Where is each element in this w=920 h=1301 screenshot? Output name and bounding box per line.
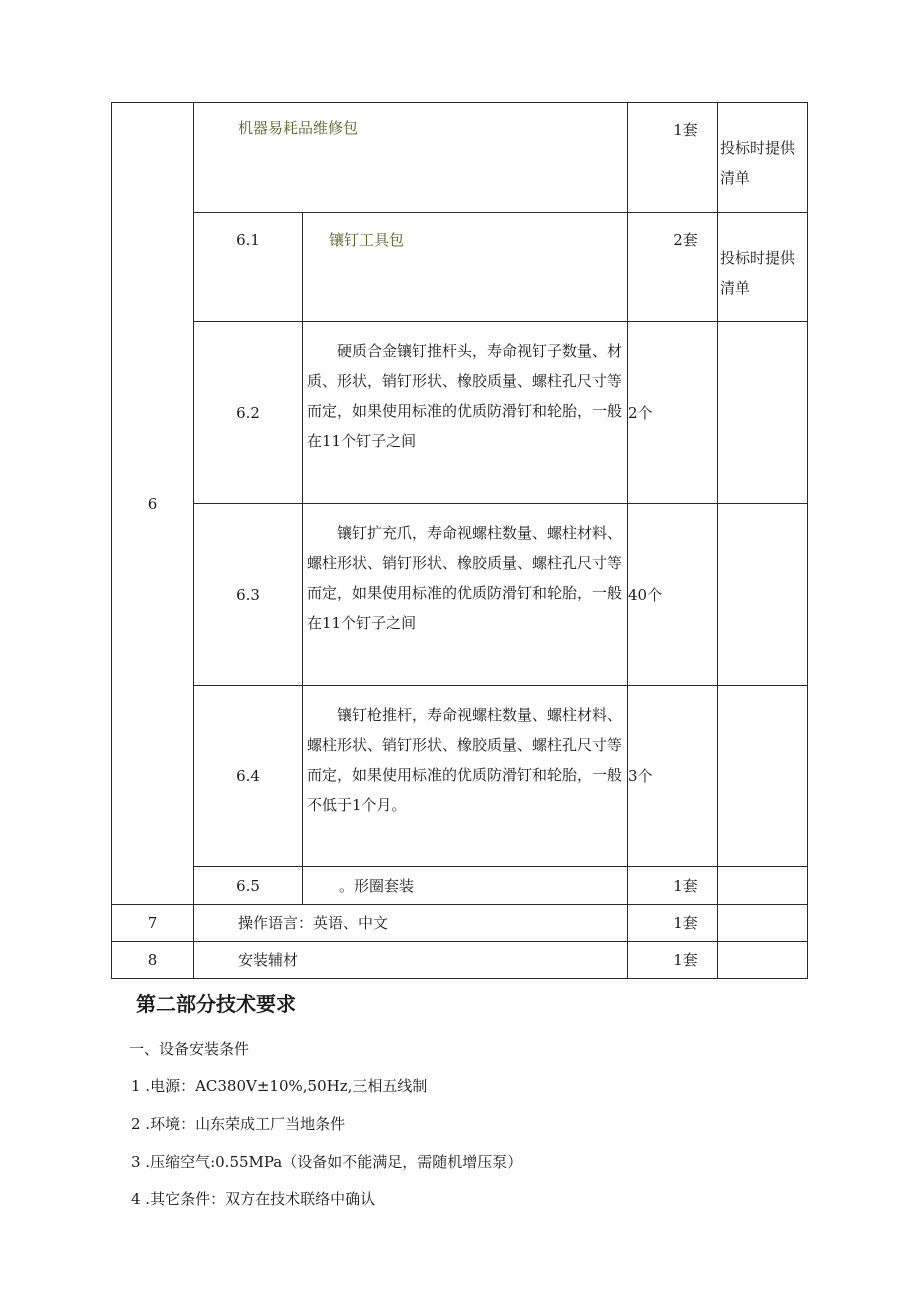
table-row <box>112 213 808 322</box>
sub-code: 6.2 <box>194 322 303 504</box>
sub-qty: 3个 <box>628 686 718 867</box>
sub-code: 6.5 <box>194 867 303 905</box>
table-row <box>112 103 808 213</box>
sub-note <box>718 322 808 504</box>
table-row <box>112 942 808 979</box>
row-name: 安装辅材 <box>194 942 628 979</box>
row-qty: 1套 <box>628 905 718 942</box>
table-row <box>112 686 808 867</box>
list-item: 1 .电源：AC380V±10%,50Hz,三相五线制 <box>131 1077 428 1095</box>
sub-code: 6.3 <box>194 504 303 686</box>
sub-name: 镶钉工具包 <box>303 213 628 322</box>
sub-description: 硬质合金镶钉推杆头，寿命视钉子数量、材质、形状，销钉形状、橡胶质量、螺柱孔尺寸等而定，如果使用标准的优质防滑钉和轮胎，一般在11个钉子之间 <box>303 322 628 504</box>
group-qty: 1套 <box>628 103 718 213</box>
row-qty: 1套 <box>628 942 718 979</box>
sub-code: 6.1 <box>194 213 303 322</box>
list-item: 2 .环境：山东荣成工厂当地条件 <box>131 1115 346 1133</box>
group-number: 6 <box>112 103 194 905</box>
group-note: 投标时提供清单 <box>718 103 808 213</box>
row-number: 8 <box>112 942 194 979</box>
table-row <box>112 867 808 905</box>
section-subheading: 一、设备安装条件 <box>129 1040 250 1058</box>
table-row <box>112 504 808 686</box>
sub-qty: 40个 <box>628 504 718 686</box>
sub-code: 6.4 <box>194 686 303 867</box>
row-name: 操作语言：英语、中文 <box>194 905 628 942</box>
list-item: 4 .其它条件：双方在技术联络中确认 <box>131 1190 376 1208</box>
equipment-table <box>111 102 808 979</box>
sub-description: 镶钉枪推杆，寿命视螺柱数量、螺柱材料、螺柱形状、销钉形状、橡胶质量、螺柱孔尺寸等而定，如果使用标准的优质防滑钉和轮胎，一般不低于1个月。 <box>303 686 628 867</box>
sub-note <box>718 504 808 686</box>
sub-name: 。形圈套装 <box>303 867 628 905</box>
sub-qty: 1套 <box>628 867 718 905</box>
table-row <box>112 905 808 942</box>
sub-qty: 2套 <box>628 213 718 322</box>
sub-qty: 2个 <box>628 322 718 504</box>
table-row <box>112 322 808 504</box>
row-note <box>718 942 808 979</box>
sub-note: 投标时提供清单 <box>718 213 808 322</box>
list-item: 3 .压缩空气:0.55MPa（设备如不能满足，需随机增压泵） <box>131 1153 523 1171</box>
sub-description: 镶钉扩充爪，寿命视螺柱数量、螺柱材料、螺柱形状、销钉形状、橡胶质量、螺柱孔尺寸等而定，如果使用标准的优质防滑钉和轮胎，一般在11个钉子之间 <box>303 504 628 686</box>
sub-note <box>718 867 808 905</box>
group-name: 机器易耗品维修包 <box>194 103 628 213</box>
section-title: 第二部分技术要求 <box>136 992 296 1016</box>
sub-note <box>718 686 808 867</box>
row-number: 7 <box>112 905 194 942</box>
row-note <box>718 905 808 942</box>
